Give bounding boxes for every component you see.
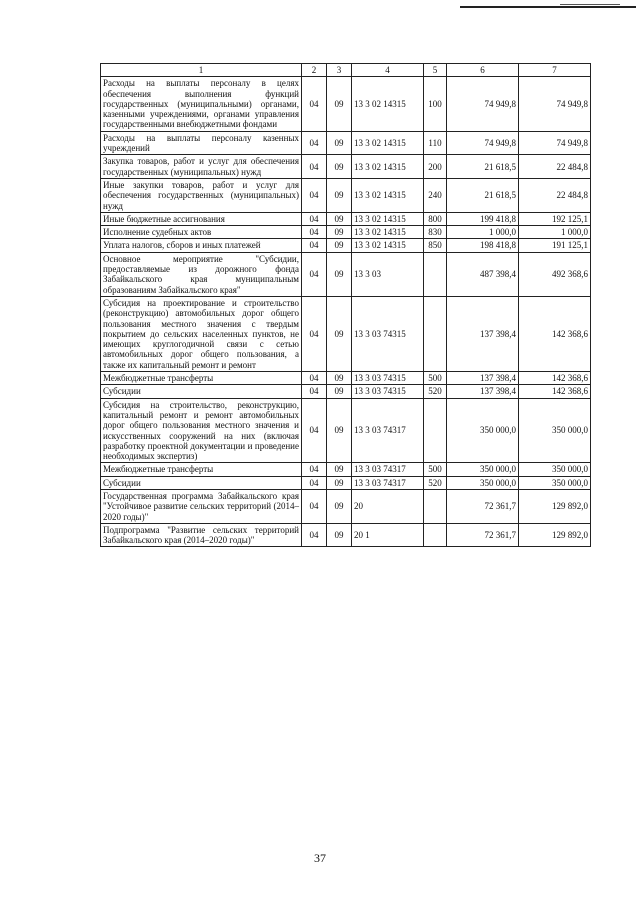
row-amount-2: 142 368,6 xyxy=(519,296,591,371)
header-col-4: 4 xyxy=(352,64,424,77)
row-amount-2: 1 000,0 xyxy=(519,226,591,239)
row-section: 04 xyxy=(302,252,327,296)
row-amount-1: 487 398,4 xyxy=(447,252,519,296)
table-row xyxy=(101,296,591,371)
row-target-code: 20 1 xyxy=(352,523,424,547)
row-section: 04 xyxy=(302,372,327,385)
row-amount-1: 74 949,8 xyxy=(447,131,519,155)
row-amount-1: 350 000,0 xyxy=(447,476,519,489)
header-col-3: 3 xyxy=(327,64,352,77)
row-subsection: 09 xyxy=(327,523,352,547)
row-subsection: 09 xyxy=(327,77,352,131)
header-col-5: 5 xyxy=(424,64,447,77)
row-target-code: 13 3 03 74315 xyxy=(352,372,424,385)
row-subsection: 09 xyxy=(327,239,352,252)
row-amount-2: 129 892,0 xyxy=(519,523,591,547)
row-subsection: 09 xyxy=(327,131,352,155)
row-target-code: 13 3 03 74317 xyxy=(352,398,424,463)
table-row xyxy=(101,178,591,212)
row-expense-type: 240 xyxy=(424,178,447,212)
table-row xyxy=(101,489,591,523)
row-subsection: 09 xyxy=(327,398,352,463)
row-name: Подпрограмма "Развитие сельских территорий Забайкальского края (2014–2020 годы)" xyxy=(101,523,302,547)
row-section: 04 xyxy=(302,212,327,225)
row-name: Субсидия на строительство, реконструкцию, капитальный ремонт и ремонт автомобильных дорог общего пользования местного значения и искусственных сооружений на них (включая разработку проектной документации и проведение необходимых экспертиз) xyxy=(101,398,302,463)
row-subsection: 09 xyxy=(327,226,352,239)
row-section: 04 xyxy=(302,239,327,252)
row-amount-1: 137 398,4 xyxy=(447,296,519,371)
row-target-code: 13 3 03 74317 xyxy=(352,476,424,489)
header-col-6: 6 xyxy=(447,64,519,77)
row-target-code: 13 3 03 xyxy=(352,252,424,296)
row-section: 04 xyxy=(302,463,327,476)
row-expense-type xyxy=(424,398,447,463)
row-section: 04 xyxy=(302,489,327,523)
table-body xyxy=(101,64,591,547)
row-target-code: 13 3 02 14315 xyxy=(352,77,424,131)
row-expense-type: 200 xyxy=(424,155,447,179)
table-header-row xyxy=(101,64,591,77)
row-amount-2: 142 368,6 xyxy=(519,385,591,398)
table-row xyxy=(101,212,591,225)
row-amount-2: 350 000,0 xyxy=(519,463,591,476)
row-amount-2: 22 484,8 xyxy=(519,155,591,179)
table-row xyxy=(101,398,591,463)
row-expense-type: 500 xyxy=(424,463,447,476)
row-name: Межбюджетные трансферты xyxy=(101,372,302,385)
row-name: Расходы на выплаты персоналу в целях обеспечения выполнения функций государственных (муниципальными) органами, казенными учреждениями, органами управления государственными внебюджетными фондами xyxy=(101,77,302,131)
row-name: Субсидия на проектирование и строительство (реконструкцию) автомобильных дорог общего пользования местного значения с твердым покрытием до сельских населенных пунктов, не имеющих круглогодичной связи с сетью автомобильных дорог общего пользования, а также их капитальный ремонт и ремонт xyxy=(101,296,302,371)
row-amount-1: 350 000,0 xyxy=(447,398,519,463)
table-row xyxy=(101,385,591,398)
row-amount-2: 74 949,8 xyxy=(519,131,591,155)
row-subsection: 09 xyxy=(327,372,352,385)
row-section: 04 xyxy=(302,296,327,371)
row-subsection: 09 xyxy=(327,155,352,179)
row-subsection: 09 xyxy=(327,296,352,371)
row-name: Закупка товаров, работ и услуг для обеспечения государственных (муниципальных) нужд xyxy=(101,155,302,179)
row-section: 04 xyxy=(302,523,327,547)
row-target-code: 13 3 02 14315 xyxy=(352,178,424,212)
table-row xyxy=(101,239,591,252)
row-target-code: 13 3 03 74315 xyxy=(352,296,424,371)
row-name: Субсидии xyxy=(101,385,302,398)
budget-table xyxy=(100,63,591,547)
row-subsection: 09 xyxy=(327,463,352,476)
row-name: Иные бюджетные ассигнования xyxy=(101,212,302,225)
row-amount-1: 198 418,8 xyxy=(447,239,519,252)
row-target-code: 13 3 03 74315 xyxy=(352,385,424,398)
row-target-code: 13 3 02 14315 xyxy=(352,131,424,155)
row-section: 04 xyxy=(302,398,327,463)
row-target-code: 13 3 02 14315 xyxy=(352,239,424,252)
row-expense-type: 800 xyxy=(424,212,447,225)
row-subsection: 09 xyxy=(327,212,352,225)
table-row xyxy=(101,252,591,296)
table-row xyxy=(101,155,591,179)
row-expense-type xyxy=(424,296,447,371)
row-subsection: 09 xyxy=(327,489,352,523)
header-col-1: 1 xyxy=(101,64,302,77)
row-amount-1: 199 418,8 xyxy=(447,212,519,225)
row-section: 04 xyxy=(302,77,327,131)
table-row xyxy=(101,372,591,385)
row-name: Исполнение судебных актов xyxy=(101,226,302,239)
row-section: 04 xyxy=(302,385,327,398)
row-amount-2: 350 000,0 xyxy=(519,398,591,463)
row-name: Субсидии xyxy=(101,476,302,489)
row-name: Расходы на выплаты персоналу казенных учреждений xyxy=(101,131,302,155)
row-name: Основное мероприятие "Субсидии, предоставляемые из дорожного фонда Забайкальского края муниципальным образованиям Забайкальского края" xyxy=(101,252,302,296)
row-expense-type: 850 xyxy=(424,239,447,252)
row-amount-2: 191 125,1 xyxy=(519,239,591,252)
row-target-code: 13 3 02 14315 xyxy=(352,226,424,239)
row-section: 04 xyxy=(302,155,327,179)
row-expense-type xyxy=(424,523,447,547)
row-amount-1: 137 398,4 xyxy=(447,385,519,398)
row-subsection: 09 xyxy=(327,252,352,296)
row-target-code: 13 3 03 74317 xyxy=(352,463,424,476)
row-amount-1: 1 000,0 xyxy=(447,226,519,239)
row-amount-1: 21 618,5 xyxy=(447,155,519,179)
row-amount-2: 74 949,8 xyxy=(519,77,591,131)
row-section: 04 xyxy=(302,131,327,155)
table-row xyxy=(101,463,591,476)
header-rule-thin xyxy=(560,4,620,5)
row-expense-type: 500 xyxy=(424,372,447,385)
row-amount-1: 72 361,7 xyxy=(447,523,519,547)
row-amount-2: 22 484,8 xyxy=(519,178,591,212)
row-amount-2: 192 125,1 xyxy=(519,212,591,225)
row-section: 04 xyxy=(302,178,327,212)
row-amount-1: 137 398,4 xyxy=(447,372,519,385)
table-row xyxy=(101,77,591,131)
row-expense-type xyxy=(424,489,447,523)
row-amount-1: 21 618,5 xyxy=(447,178,519,212)
table-row xyxy=(101,523,591,547)
row-expense-type: 520 xyxy=(424,476,447,489)
row-target-code: 13 3 02 14315 xyxy=(352,155,424,179)
row-name: Иные закупки товаров, работ и услуг для обеспечения государственных (муниципальных) нужд xyxy=(101,178,302,212)
header-rule xyxy=(460,6,636,8)
row-amount-1: 72 361,7 xyxy=(447,489,519,523)
row-target-code: 13 3 02 14315 xyxy=(352,212,424,225)
row-section: 04 xyxy=(302,476,327,489)
row-name: Уплата налогов, сборов и иных платежей xyxy=(101,239,302,252)
row-subsection: 09 xyxy=(327,476,352,489)
row-expense-type: 100 xyxy=(424,77,447,131)
row-amount-2: 492 368,6 xyxy=(519,252,591,296)
row-expense-type: 110 xyxy=(424,131,447,155)
row-subsection: 09 xyxy=(327,385,352,398)
row-amount-1: 350 000,0 xyxy=(447,463,519,476)
header-col-7: 7 xyxy=(519,64,591,77)
row-section: 04 xyxy=(302,226,327,239)
row-amount-1: 74 949,8 xyxy=(447,77,519,131)
row-name: Государственная программа Забайкальского края "Устойчивое развитие сельских территорий (2014–2020 годы)" xyxy=(101,489,302,523)
table-row xyxy=(101,476,591,489)
row-amount-2: 142 368,6 xyxy=(519,372,591,385)
row-expense-type: 830 xyxy=(424,226,447,239)
row-subsection: 09 xyxy=(327,178,352,212)
header-col-2: 2 xyxy=(302,64,327,77)
row-amount-2: 129 892,0 xyxy=(519,489,591,523)
row-expense-type xyxy=(424,252,447,296)
row-amount-2: 350 000,0 xyxy=(519,476,591,489)
page-number: 37 xyxy=(314,851,326,865)
row-expense-type: 520 xyxy=(424,385,447,398)
row-name: Межбюджетные трансферты xyxy=(101,463,302,476)
table-row xyxy=(101,226,591,239)
row-target-code: 20 xyxy=(352,489,424,523)
table-row xyxy=(101,131,591,155)
